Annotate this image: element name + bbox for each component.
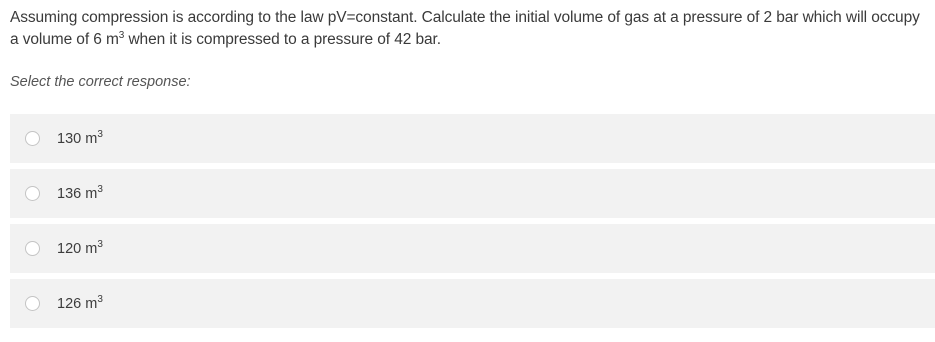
question-part-1: Assuming compression is according to the law pV=constant. Calculate the initial volume of gas at a pressure of 2 bar which will occupy a volume of 6 m xyxy=(10,9,920,48)
answer-option-2[interactable] xyxy=(10,169,935,218)
radio-button-icon[interactable] xyxy=(25,186,40,201)
radio-button-icon[interactable] xyxy=(25,241,40,256)
answer-unit-exponent: 3 xyxy=(97,183,103,195)
answer-value: 120 m xyxy=(57,240,98,257)
response-instruction: Select the correct response: xyxy=(10,74,191,90)
answer-option-1[interactable] xyxy=(10,114,935,163)
radio-button-icon[interactable] xyxy=(25,296,40,311)
answer-option-3[interactable] xyxy=(10,224,935,273)
answer-value: 126 m xyxy=(57,295,98,312)
answer-options xyxy=(10,114,935,334)
question-text xyxy=(10,7,920,51)
answer-unit-exponent: 3 xyxy=(97,238,103,250)
question-part-2: when it is compressed to a pressure of 42 bar. xyxy=(124,31,441,48)
answer-unit-exponent: 3 xyxy=(97,128,103,140)
question-superscript: 3 xyxy=(118,29,125,41)
answer-option-label xyxy=(57,238,103,257)
answer-option-label xyxy=(57,128,103,147)
answer-value: 130 m xyxy=(57,130,98,147)
answer-value: 136 m xyxy=(57,185,98,202)
answer-unit-exponent: 3 xyxy=(97,293,103,305)
answer-option-label xyxy=(57,293,103,312)
answer-option-label xyxy=(57,183,103,202)
answer-option-4[interactable] xyxy=(10,279,935,328)
radio-button-icon[interactable] xyxy=(25,131,40,146)
